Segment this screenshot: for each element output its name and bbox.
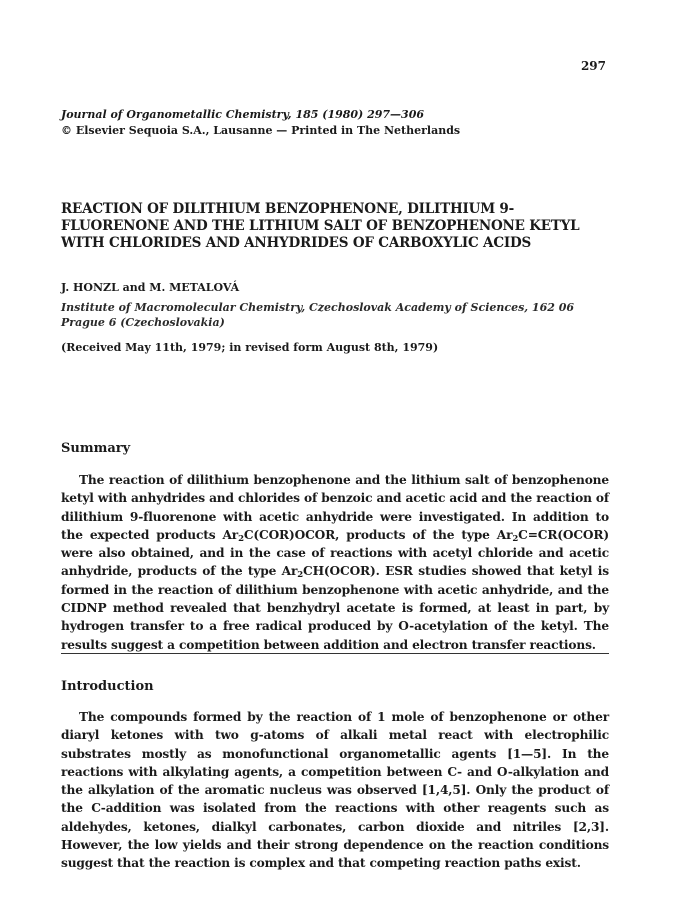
introduction-heading: Introduction <box>61 679 154 694</box>
authors: J. HONZL and M. METALOVÁ <box>61 281 240 294</box>
summary-paragraph: The reaction of dilithium benzophenone and the lithium salt of benzophenone ketyl with anhydrides and chlorides of benzoic and acetic acid and the reaction of dilithium 9-fluorenone with acetic anhydride were investigated. In addition to the expected products $Ar_2C(COR)OCOR$, products of the type $Ar_2C=CR(OCOR)$ were also obtained, and in the case of reactions with acetyl chloride and acetic anhydride, products of the type $Ar_2CH(OCOR)$. ESR studies showed that ketyl is formed in the reaction of dilithium benzophenone with acetic anhydride, and the CIDNP method revealed that benzhydryl acetate is formed, at least in part, by hydrogen transfer to a free radical produced by O-acetylation of the ketyl. The results suggest a competition between addition and electron transfer reactions. <box>61 473 609 652</box>
journal-citation <box>61 107 460 139</box>
journal-reference: Journal of Organometallic Chemistry, 185 (1980) 297—306 <box>61 108 425 121</box>
page-number: 297 <box>580 59 606 73</box>
article-title: REACTION OF DILITHIUM BENZOPHENONE, DILITHIUM 9-FLUORENONE AND THE LITHIUM SALT OF BENZOPHENONE KETYL WITH CHLORIDES AND ANHYDRIDES OF CARBOXYLIC ACIDS <box>61 201 580 251</box>
received-dates: (Received May 11th, 1979; in revised form August 8th, 1979) <box>61 341 439 354</box>
summary-heading: Summary <box>61 441 131 456</box>
affiliation: Institute of Macromolecular Chemistry, Czechoslovak Academy of Sciences, 162 06 Prague 6 (Czechoslovakia) <box>61 301 575 329</box>
publisher-line: © Elsevier Sequoia S.A., Lausanne — Printed in The Netherlands <box>61 124 461 137</box>
introduction-paragraph: The compounds formed by the reaction of 1 mole of benzophenone or other diaryl ketones with two g-atoms of alkali metal react with electrophilic substrates mostly as monofunctional organometallic agents [1—5]. In the reactions with alkylating agents, a competition between C- and O-alkylation and the alkylation of the aromatic nucleus was observed [1,4,5]. Only the product of the C-addition was isolated from the reactions with other reagents such as aldehydes, ketones, dialkyl carbonates, carbon dioxide and nitriles [2,3]. However, the low yields and their strong dependence on the reaction conditions suggest that the reaction is complex and that competing reaction paths exist. <box>61 710 609 871</box>
section-divider <box>61 653 609 654</box>
